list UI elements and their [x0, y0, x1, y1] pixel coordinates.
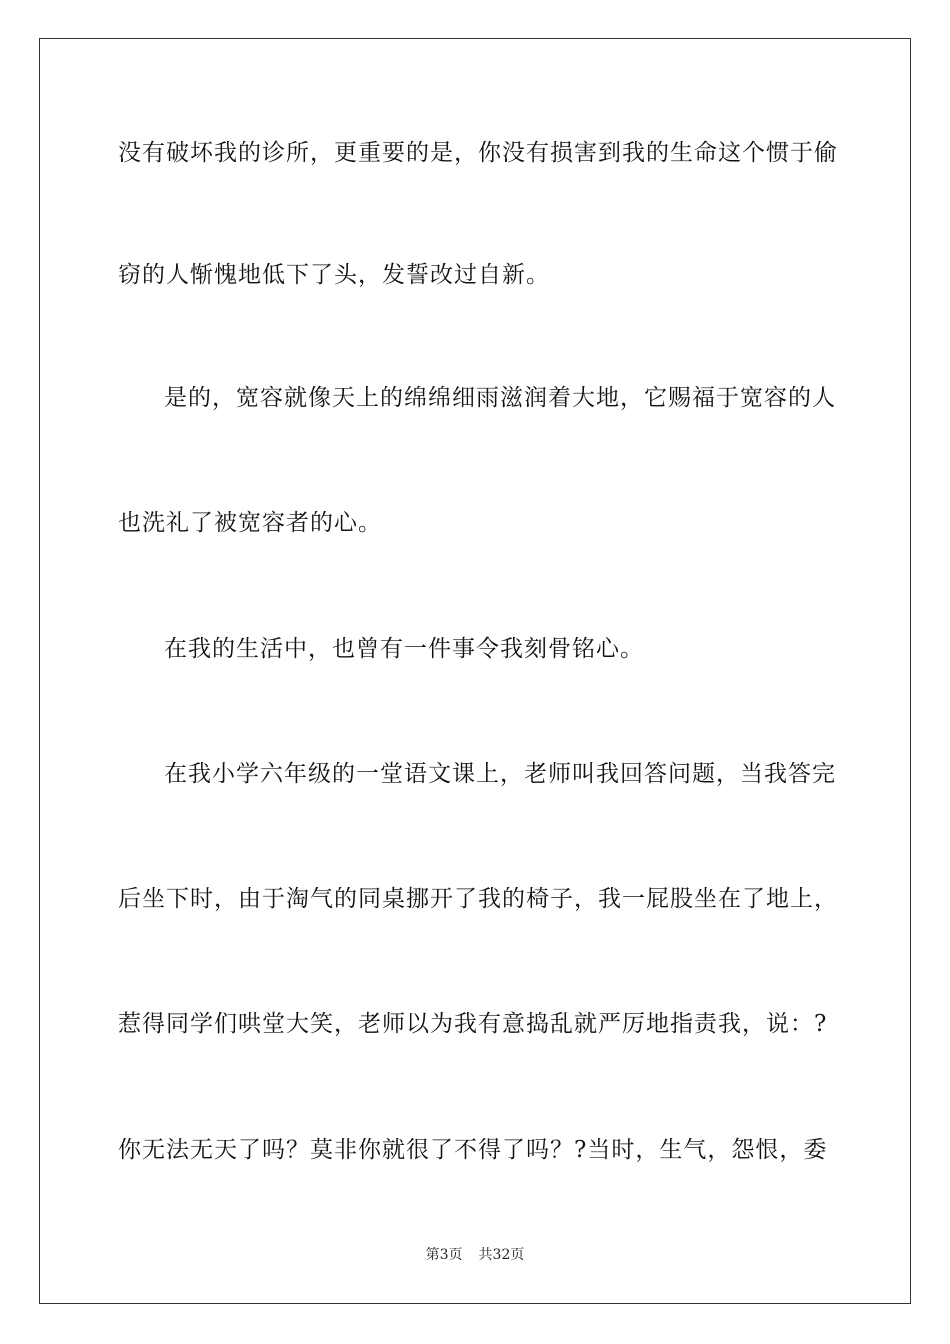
- body-line-3: 是的，宽容就像天上的绵绵细雨滋润着大地，它赐福于宽容的人: [164, 385, 836, 411]
- body-line-9: 你无法无天了吗？莫非你就很了不得了吗？?当时，生气，怨恨，委: [118, 1137, 828, 1163]
- page-border: [39, 38, 911, 1304]
- page-total: 共32页: [478, 1247, 525, 1263]
- body-line-6: 在我小学六年级的一堂语文课上，老师叫我回答问题，当我答完: [164, 761, 836, 787]
- page-footer: [0, 1246, 950, 1264]
- body-line-1: 没有破坏我的诊所，更重要的是，你没有损害到我的生命这个惯于偷: [118, 140, 838, 166]
- body-line-8: 惹得同学们哄堂大笑，老师以为我有意捣乱就严厉地指责我，说：?: [118, 1011, 828, 1037]
- body-line-2: 窃的人惭愧地低下了头，发誓改过自新。: [118, 262, 550, 288]
- page-number: 第3页: [425, 1247, 463, 1263]
- body-line-4: 也洗礼了被宽容者的心。: [118, 510, 382, 536]
- body-line-5: 在我的生活中，也曾有一件事令我刻骨铭心。: [164, 636, 644, 662]
- body-line-7: 后坐下时，由于淘气的同桌挪开了我的椅子，我一屁股坐在了地上，: [118, 886, 838, 912]
